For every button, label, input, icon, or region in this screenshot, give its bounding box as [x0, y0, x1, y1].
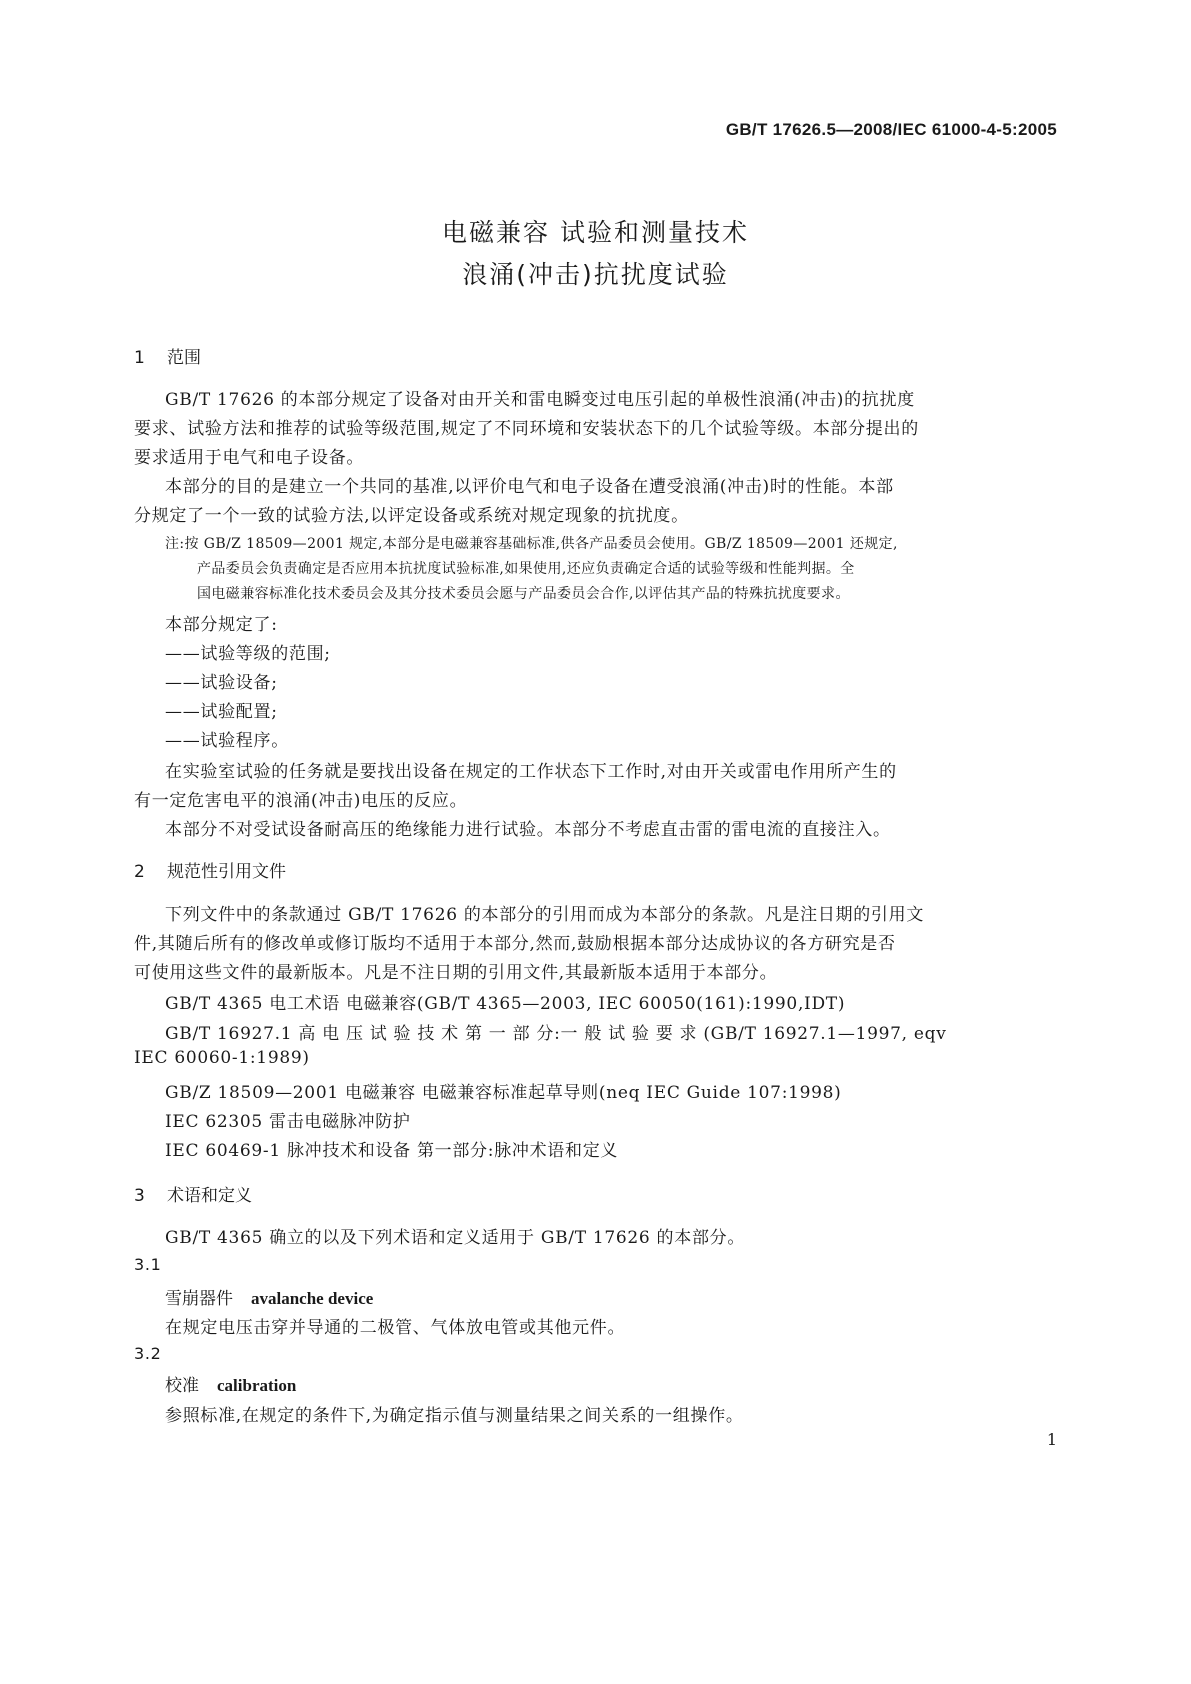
paragraph-line: 在实验室试验的任务就是要找出设备在规定的工作状态下工作时,对由开关或雷电作用所产生的 — [165, 762, 897, 782]
paragraph-line: 件,其随后所有的修改单或修订版均不适用于本部分,然而,鼓励根据本部分达成协议的各方研究是否 — [134, 934, 896, 954]
term-title — [165, 1371, 296, 1396]
term-number: 3.2 — [134, 1344, 162, 1363]
note-line: 注:按 GB/Z 18509—2001 规定,本部分是电磁兼容基础标准,供各产品委员会使用。GB/Z 18509—2001 还规定, — [165, 536, 898, 552]
paragraph-line: 要求、试验方法和推荐的试验等级范围,规定了不同环境和安装状态下的几个试验等级。本部分提出的 — [134, 419, 919, 439]
paragraph-line: 分规定了一个一致的试验方法,以评定设备或系统对规定现象的抗扰度。 — [134, 506, 689, 526]
paragraph-line: 可使用这些文件的最新版本。凡是不注日期的引用文件,其最新版本适用于本部分。 — [134, 963, 778, 983]
section-title: 规范性引用文件 — [167, 862, 286, 882]
note-line: 国电磁兼容标准化技术委员会及其分技术委员会愿与产品委员会合作,以评估其产品的特殊抗扰度要求。 — [197, 586, 850, 602]
document-title-line2: 浪涌(冲击)抗扰度试验 — [462, 260, 729, 289]
list-item: ——试验配置; — [165, 702, 278, 722]
section-heading — [134, 343, 201, 368]
term-zh: 雪崩器件 — [165, 1289, 233, 1309]
section-title: 范围 — [167, 348, 201, 368]
term-en: avalanche device — [251, 1289, 374, 1308]
term-definition: 参照标准,在规定的条件下,为确定指示值与测量结果之间关系的一组操作。 — [165, 1406, 744, 1426]
paragraph-line: 本部分不对受试设备耐高压的绝缘能力进行试验。本部分不考虑直击雷的雷电流的直接注入。 — [165, 820, 891, 840]
term-en: calibration — [217, 1376, 297, 1395]
term-title — [165, 1284, 373, 1309]
reference-entry: IEC 60060-1:1989) — [134, 1048, 310, 1068]
section-title: 术语和定义 — [167, 1186, 252, 1206]
standard-number: GB/T 17626.5—2008/IEC 61000-4-5:2005 — [725, 120, 1057, 139]
term-zh: 校准 — [165, 1376, 199, 1396]
section-number: 2 — [134, 862, 145, 882]
list-item: ——试验程序。 — [165, 731, 289, 751]
paragraph-line: 要求适用于电气和电子设备。 — [134, 448, 365, 468]
reference-entry: IEC 62305 雷击电磁脉冲防护 — [165, 1112, 411, 1132]
section-number: 1 — [134, 348, 145, 368]
reference-entry: IEC 60469-1 脉冲技术和设备 第一部分:脉冲术语和定义 — [165, 1141, 619, 1161]
term-number: 3.1 — [134, 1255, 162, 1274]
document-title-line1: 电磁兼容 试验和测量技术 — [442, 218, 749, 247]
reference-entry: GB/T 16927.1 高 电 压 试 验 技 术 第 一 部 分:一 般 试 验 要 求 (GB/T 16927.1—1997, eqv — [165, 1024, 947, 1044]
section-number: 3 — [134, 1186, 145, 1206]
section-heading — [134, 1181, 252, 1206]
paragraph-line: 有一定危害电平的浪涌(冲击)电压的反应。 — [134, 791, 468, 811]
page-number: 1 — [1046, 1430, 1057, 1449]
note-line: 产品委员会负责确定是否应用本抗扰度试验标准,如果使用,还应负责确定合适的试验等级和性能判据。全 — [197, 561, 855, 577]
paragraph-line: GB/T 17626 的本部分规定了设备对由开关和雷电瞬变过电压引起的单极性浪涌(冲击)的抗扰度 — [165, 390, 915, 410]
list-intro: 本部分规定了: — [165, 615, 278, 635]
section-heading — [134, 857, 286, 882]
paragraph-line: 本部分的目的是建立一个共同的基准,以评价电气和电子设备在遭受浪涌(冲击)时的性能。本部 — [165, 477, 894, 497]
term-definition: 在规定电压击穿并导通的二极管、气体放电管或其他元件。 — [165, 1318, 626, 1338]
reference-entry: GB/Z 18509—2001 电磁兼容 电磁兼容标准起草导则(neq IEC Guide 107:1998) — [165, 1083, 842, 1103]
paragraph-line: GB/T 4365 确立的以及下列术语和定义适用于 GB/T 17626 的本部分。 — [165, 1228, 746, 1248]
list-item: ——试验设备; — [165, 673, 278, 693]
paragraph-line: 下列文件中的条款通过 GB/T 17626 的本部分的引用而成为本部分的条款。凡是注日期的引用文 — [165, 905, 925, 925]
list-item: ——试验等级的范围; — [165, 644, 331, 664]
reference-entry: GB/T 4365 电工术语 电磁兼容(GB/T 4365—2003, IEC 60050(161):1990,IDT) — [165, 994, 846, 1014]
